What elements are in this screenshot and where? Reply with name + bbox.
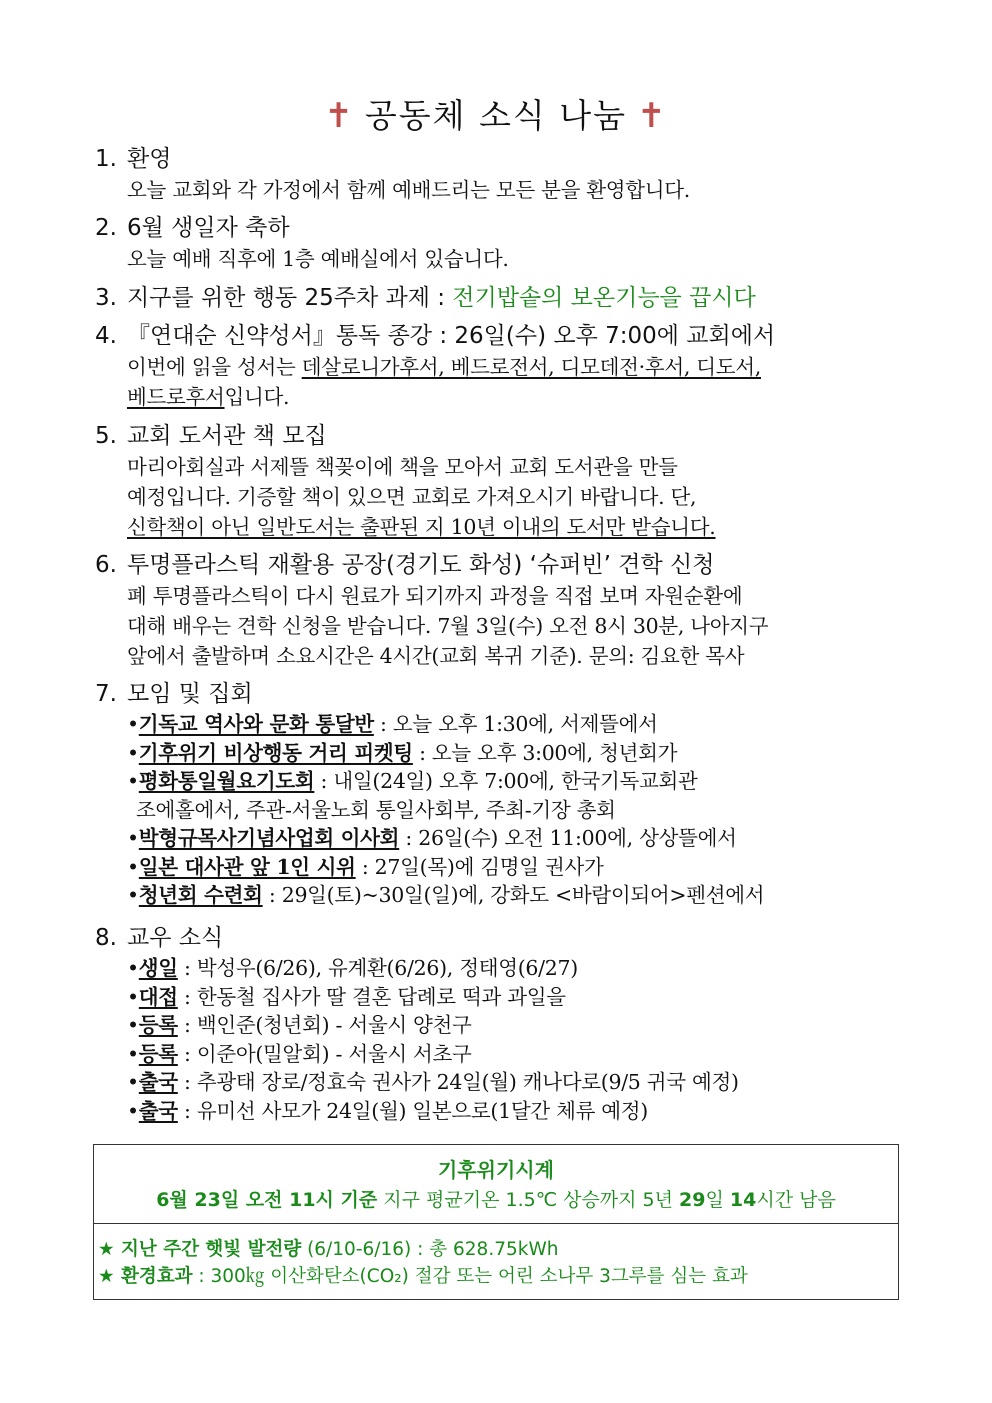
section-number: 3. — [95, 285, 117, 311]
section-birthday — [95, 212, 905, 274]
solar-info — [94, 1224, 898, 1290]
list-item: •생일 : 박성우(6/26), 유계환(6/26), 정태영(6/27) — [127, 956, 578, 980]
list-item: •청년회 수련회 : 29일(토)~30일(일)에, 강화도 <바람이되어>펜션에서 — [127, 883, 765, 907]
section-member-news — [95, 922, 905, 1125]
underlined-text: 신학책이 아닌 일반도서는 출판된 지 10년 이내의 도서만 받습니다. — [127, 515, 716, 539]
star-label: ★ 환경효과 — [98, 1266, 193, 1287]
clock-text: 시간 남음 — [756, 1189, 836, 1211]
underlined-text: 데살로니가후서, 베드로전서, 디모데전·후서, 디도서, — [301, 355, 761, 379]
list-item: •박형규목사기념사업회 이사회 : 26일(수) 오전 11:00에, 상상뜰에서 — [127, 826, 737, 850]
section-heading: 모임 및 집회 — [127, 681, 253, 707]
section-number: 8. — [95, 925, 117, 951]
list-item-continuation — [95, 796, 905, 825]
clock-text: 년 — [654, 1189, 680, 1211]
section-heading: 환영 — [127, 146, 172, 172]
solar-generation-row — [98, 1236, 898, 1263]
section-body: 예정입니다. 기증할 책이 있으면 교회로 가져오시기 바랍니다. 단, — [127, 485, 697, 509]
item-label: 출국 — [138, 1070, 178, 1094]
section-earth-action — [95, 282, 905, 314]
body-text: 입니다. — [224, 385, 290, 409]
item-label: 출국 — [138, 1098, 178, 1123]
clock-years: 5 — [642, 1189, 655, 1211]
item-text: : 29일(토)~30일(일)에, 강화도 <바람이되어>펜션에서 — [262, 883, 765, 907]
section-heading-task: 전기밥솥의 보온기능을 끕시다 — [452, 285, 756, 311]
section-body: 오늘 교회와 각 가정에서 함께 예배드리는 모든 분을 환영합니다. — [127, 178, 691, 202]
item-text: : 박성우(6/26), 유계환(6/26), 정태영(6/27) — [177, 956, 578, 980]
section-library — [95, 420, 905, 542]
section-body: 오늘 예배 직후에 1층 예배실에서 있습니다. — [127, 247, 509, 271]
clock-text: 일 — [705, 1189, 730, 1211]
section-body: 마리아회실과 서제뜰 책꽂이에 책을 모아서 교회 도서관을 만들 — [127, 455, 678, 479]
title-text: 공동체 소식 나눔 — [364, 96, 628, 135]
section-bible-reading — [95, 320, 905, 412]
section-body: 폐 투명플라스틱이 다시 원료가 되기까지 과정을 직접 보며 자원순환에 — [127, 584, 743, 608]
section-field-trip — [95, 549, 905, 671]
section-number: 4. — [95, 323, 117, 349]
item-label: 대접 — [138, 984, 178, 1009]
star-label: ★ 지난 주간 햇빛 발전량 — [98, 1239, 302, 1260]
section-number: 5. — [95, 423, 117, 449]
item-text: : 오늘 오후 1:30에, 서제뜰에서 — [373, 712, 658, 736]
list-item: •등록 : 이준아(밀알회) - 서울시 서초구 — [127, 1041, 472, 1066]
item-label: 기후위기 비상행동 거리 피켓팅 — [138, 740, 413, 765]
item-text: : 27일(목)에 김명일 권사가 — [355, 854, 604, 879]
section-heading: 6월 생일자 축하 — [127, 215, 290, 241]
climate-clock-title: 기후위기시계 — [438, 1158, 554, 1182]
section-number: 2. — [95, 215, 117, 241]
section-meetings — [95, 678, 905, 910]
list-item: •출국 : 추광태 장로/정효숙 권사가 24일(월) 캐나다로(9/5 귀국 예정) — [127, 1070, 739, 1094]
underlined-text: 베드로후서 — [127, 385, 225, 409]
list-item: •기후위기 비상행동 거리 피켓팅 : 오늘 오후 3:00에, 청년회가 — [127, 740, 678, 765]
section-body: 대해 배우는 견학 신청을 받습니다. 7월 3일(수) 오전 8시 30분, 나아지구 — [127, 614, 769, 638]
list-item: •기독교 역사와 문화 통달반 : 오늘 오후 1:30에, 서제뜰에서 — [127, 712, 658, 736]
cross-icon: ✝ — [637, 96, 668, 136]
section-heading: 지구를 위한 행동 25주차 과제 : — [127, 285, 453, 311]
section-heading: 교회 도서관 책 모집 — [127, 423, 327, 449]
section-welcome — [95, 143, 905, 205]
list-item: •일본 대사관 앞 1인 시위 : 27일(목)에 김명일 권사가 — [127, 854, 604, 879]
list-item: •대접 : 한동철 집사가 딸 결혼 답례로 떡과 과일을 — [127, 984, 566, 1009]
page-title — [0, 90, 992, 137]
item-text: : 내일(24일) 오후 7:00에, 한국기독교회관 — [314, 769, 698, 793]
climate-clock-box — [93, 1144, 899, 1300]
item-text: : 한동철 집사가 딸 결혼 답례로 떡과 과일을 — [177, 984, 566, 1009]
section-number: 1. — [95, 146, 117, 172]
item-text: 조에홀에서, 주관-서울노회 통일사회부, 주최-기장 총회 — [136, 797, 616, 822]
clock-date: 6월 23일 오전 11시 기준 — [156, 1189, 378, 1211]
item-label: 생일 — [138, 956, 178, 980]
item-text: : 이준아(밀알회) - 서울시 서초구 — [177, 1041, 472, 1066]
item-text: : 유미선 사모가 24일(월) 일본으로(1달간 체류 예정) — [177, 1098, 649, 1123]
section-number: 6. — [95, 552, 117, 578]
item-label: 박형규목사기념사업회 이사회 — [138, 826, 400, 850]
item-label: 평화통일월요기도회 — [138, 769, 315, 793]
list-item: •등록 : 백인준(청년회) - 서울시 양천구 — [127, 1013, 472, 1037]
climate-clock-line — [94, 1185, 898, 1215]
clock-days: 29 — [679, 1189, 706, 1211]
item-text: : 추광태 장로/정효숙 권사가 24일(월) 캐나다로(9/5 귀국 예정) — [177, 1070, 739, 1094]
section-number: 7. — [95, 681, 117, 707]
item-text: : 백인준(청년회) - 서울시 양천구 — [177, 1013, 472, 1037]
cross-icon: ✝ — [324, 96, 355, 136]
row-text: : 300㎏ 이산화탄소(CO₂) 절감 또는 어린 소나무 3그루를 심는 효과 — [192, 1266, 748, 1287]
item-label: 일본 대사관 앞 1인 시위 — [138, 854, 356, 879]
section-body: 앞에서 출발하며 소요시간은 4시간(교회 복귀 기준). 문의: 김요한 목사 — [127, 644, 745, 668]
row-text: (6/10-6/16) : 총 628.75kWh — [301, 1239, 559, 1260]
item-text: : 오늘 오후 3:00에, 청년회가 — [412, 740, 678, 765]
item-label: 등록 — [138, 1013, 178, 1037]
list-item: •출국 : 유미선 사모가 24일(월) 일본으로(1달간 체류 예정) — [127, 1098, 649, 1123]
item-text: : 26일(수) 오전 11:00에, 상상뜰에서 — [399, 826, 737, 850]
section-heading: 『연대순 신약성서』통독 종강 : 26일(수) 오후 7:00에 교회에서 — [127, 323, 776, 349]
section-heading: 투명플라스틱 재활용 공장(경기도 화성) ‘슈퍼빈’ 견학 신청 — [127, 552, 715, 578]
item-label: 기독교 역사와 문화 통달반 — [138, 712, 374, 736]
item-label: 등록 — [138, 1041, 178, 1066]
climate-clock-header — [94, 1145, 898, 1224]
section-heading: 교우 소식 — [127, 925, 224, 951]
environment-effect-row — [98, 1263, 898, 1290]
item-label: 청년회 수련회 — [138, 883, 263, 907]
clock-hours: 14 — [729, 1189, 757, 1211]
clock-text: 지구 평균기온 1.5℃ 상승까지 — [377, 1189, 643, 1211]
list-item: •평화통일월요기도회 : 내일(24일) 오후 7:00에, 한국기독교회관 — [127, 769, 698, 793]
body-text: 이번에 읽을 성서는 — [127, 355, 302, 379]
